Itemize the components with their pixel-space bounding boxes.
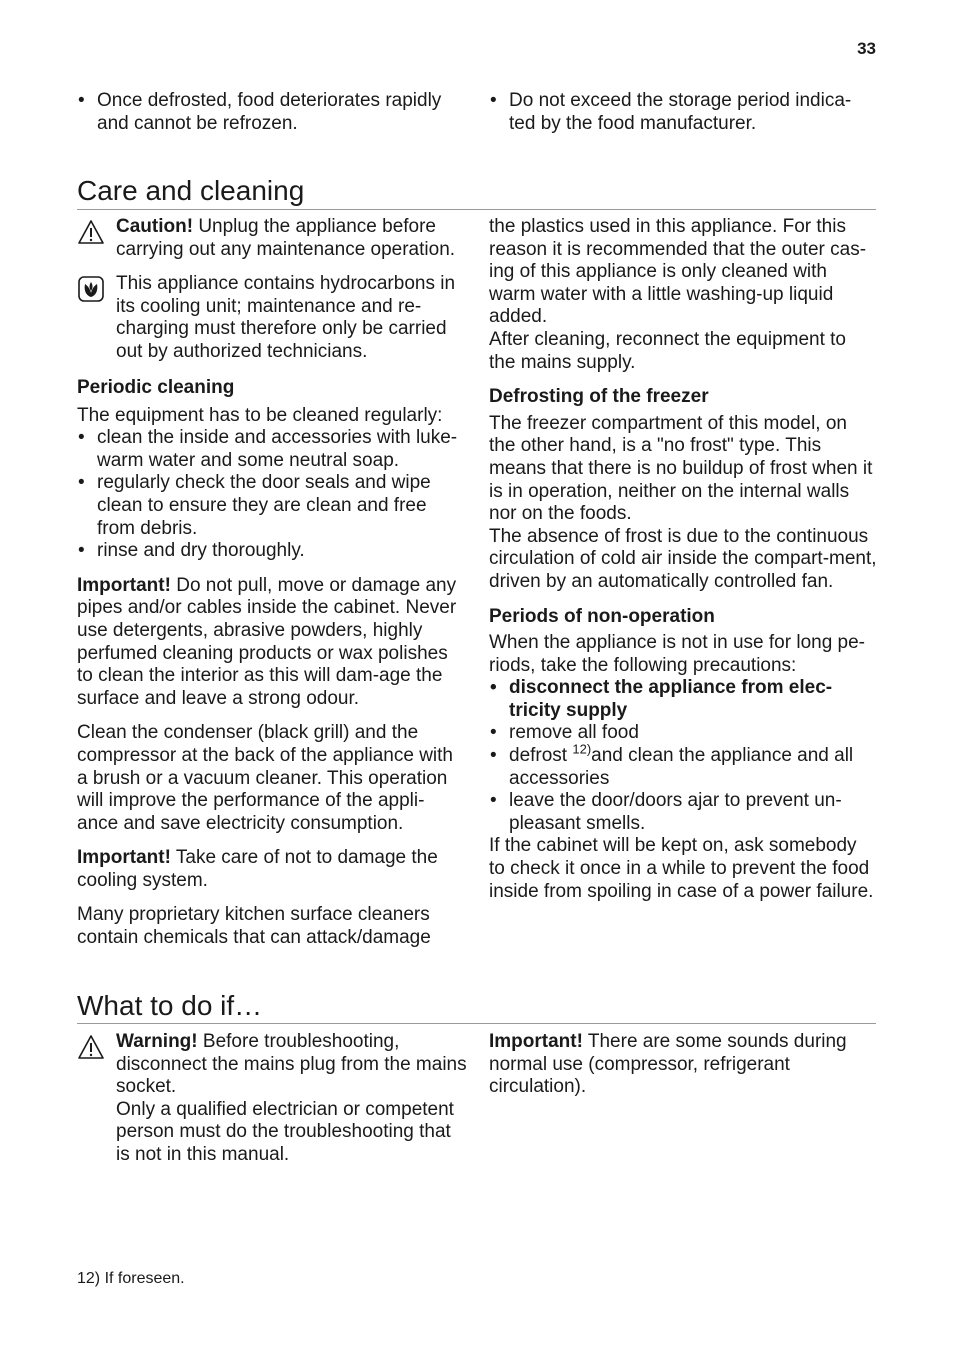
warning-paragraph-2: Only a qualified electrician or competent person must do the troubleshooting that is not in this manual. [116, 1098, 454, 1165]
environment-notice [77, 273, 467, 363]
nonop-outro: If the cabinet will be kept on, ask somebody to check it once in a while to prevent the food inside from spoiling in case of a power failure. [489, 835, 874, 902]
page-number: 33 [857, 39, 876, 58]
list-item: • disconnect the appliance from elec-tricity supply [490, 677, 833, 721]
caution-notice [77, 216, 467, 261]
defrost-paragraph: The freezer compartment of this model, on the other hand, is a "no frost" type. This means that there is no buildup of frost when it is in operation, neither on the internal walls nor on the foods. [489, 412, 873, 525]
list-item: • Do not exceed the storage period indica-ted by the food manufacturer. [490, 90, 852, 134]
list-item: • defrost $^{12)}$and clean the appliance and all accessories [490, 741, 854, 789]
warning-notice [77, 1031, 467, 1167]
periodic-heading: Periodic cleaning [77, 377, 235, 398]
nonop-list [489, 677, 877, 835]
important-paragraph-2: Important! Take care of not to damage the cooling system. [77, 847, 438, 891]
caution-text: Unplug the appliance before carrying out any maintenance operation. [116, 216, 456, 260]
list-item: • rinse and dry thoroughly. [78, 540, 305, 562]
section-title-whattodo: What to do if… [77, 990, 263, 1021]
reconnect-paragraph: After cleaning, reconnect the equipment to the mains supply. [489, 328, 847, 373]
top-left-list [77, 90, 465, 135]
list-item: • clean the inside and accessories with luke-warm water and some neutral soap. [78, 427, 458, 471]
periodic-intro: The equipment has to be cleaned regularly: [77, 404, 443, 426]
nonop-heading: Periods of non-operation [489, 605, 715, 627]
footnote: 12) If foreseen. [77, 1270, 185, 1287]
top-right-list [489, 90, 877, 135]
defrost-paragraph-2: The absence of frost is due to the continuous circulation of cold air inside the compart-ment, driven by an automatically controlled fan. [489, 525, 877, 592]
warning-paragraph: Warning! Before troubleshooting, disconnect the mains plug from the mains socket. [116, 1031, 467, 1098]
section-divider [77, 209, 876, 210]
whattodo-right-column [489, 1031, 877, 1099]
caution-label: Caution! [116, 216, 194, 237]
list-item: • Once defrosted, food deteriorates rapidly and cannot be refrozen. [78, 90, 442, 134]
section-divider [77, 1023, 876, 1024]
condenser-paragraph: Clean the condenser (black grill) and the compressor at the back of the appliance with a brush or a vacuum cleaner. This operation will improve the performance of the appli-ance and save electricity consumption. [77, 722, 453, 834]
environment-leaf-icon [77, 276, 105, 302]
list-item: • remove all food [490, 722, 639, 744]
care-right-column [489, 216, 877, 903]
hydrocarbons-text: This appliance contains hydrocarbons in its cooling unit; maintenance and re-charging must therefore only be carried out by authorized technicians. [116, 273, 456, 362]
section-title-care: Care and cleaning [77, 175, 305, 206]
care-left-column [77, 377, 465, 950]
warning-triangle-icon [77, 1034, 105, 1060]
cleaners-paragraph: Many proprietary kitchen surface cleaners contain chemicals that can attack/damage [77, 904, 431, 949]
list-item: • leave the door/doors ajar to prevent un-pleasant smells. [490, 790, 842, 834]
cleaners-continued: the plastics used in this appliance. For this reason it is recommended that the outer cas-ing of this appliance is only cleaned with warm water with a little washing-up liquid added. [489, 216, 867, 328]
footnote-ref: 12) [572, 741, 592, 757]
periodic-list [77, 427, 465, 563]
defrost-heading: Defrosting of the freezer [489, 386, 709, 408]
nonop-intro: When the appliance is not in use for long pe-riods, take the following precautions: [489, 632, 866, 676]
list-item: • regularly check the door seals and wipe clean to ensure they are clean and free from debris. [78, 472, 431, 539]
important-sounds: Important! There are some sounds during normal use (compressor, refrigerant circulation). [489, 1031, 847, 1098]
warning-triangle-icon [77, 219, 105, 245]
important-paragraph: Important! Do not pull, move or damage any pipes and/or cables inside the cabinet. Never use detergents, abrasive powders, highly perfumed cleaning products or wax polishes to clean the interior as this will dam-age the surface and leave a strong odour. [77, 574, 457, 709]
